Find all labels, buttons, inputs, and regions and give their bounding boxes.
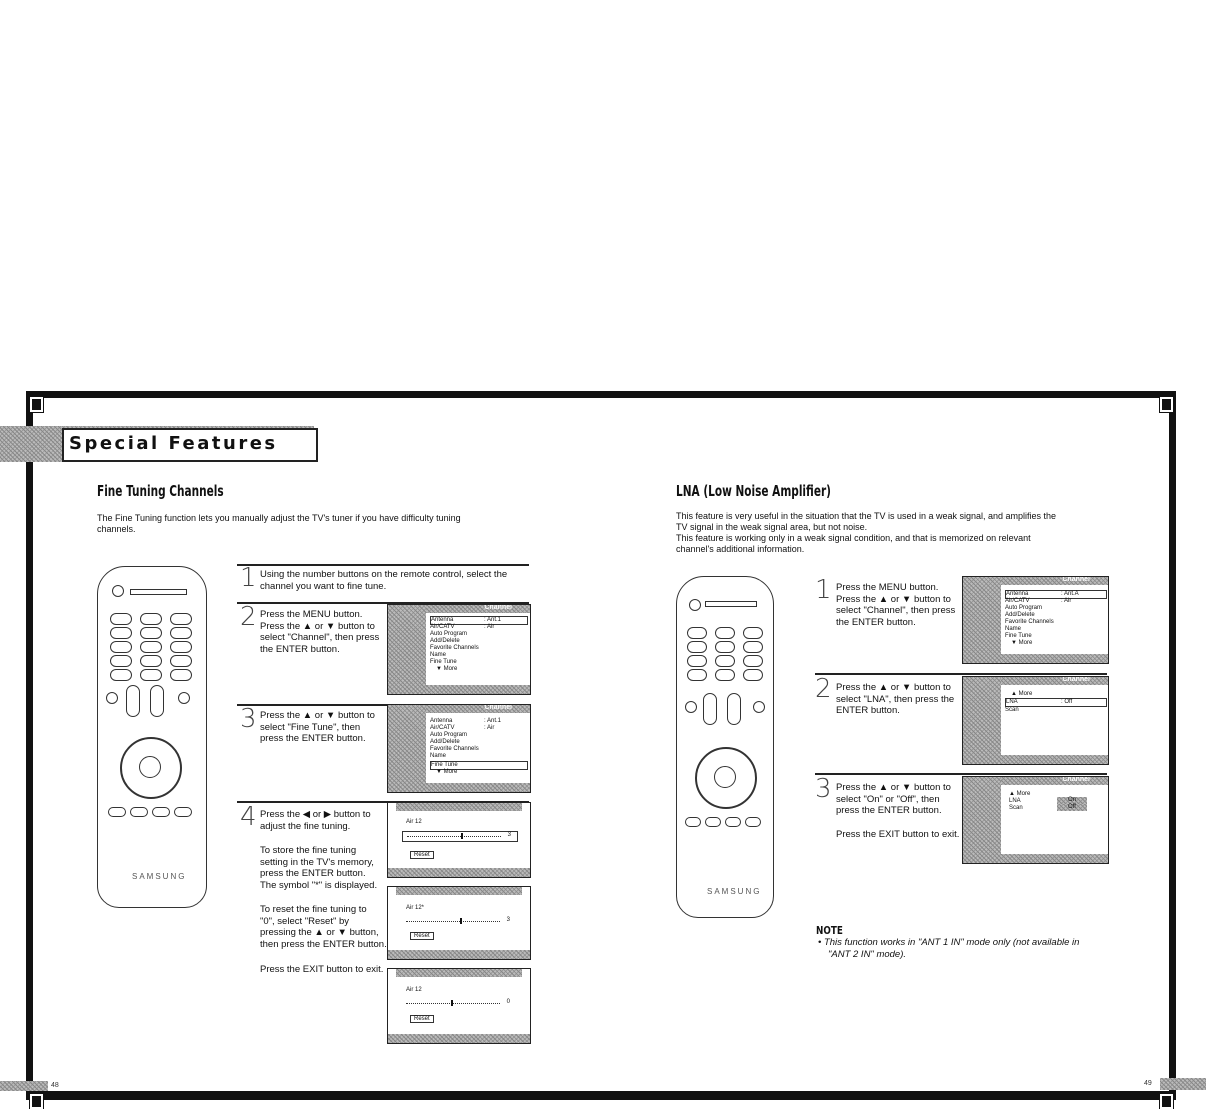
osd-menu-item-selected: Fine Tune	[430, 761, 528, 770]
intro-line: channel's additional information.	[676, 544, 805, 554]
step-line: Press the ▲ or ▼ button to	[836, 782, 951, 793]
osd-title-bar	[426, 605, 530, 613]
step-text	[836, 682, 964, 717]
corner-mark	[1160, 1094, 1173, 1109]
osd-menu-item: Fine Tune	[1005, 633, 1032, 639]
step-line: select "Fine Tune", then	[260, 721, 361, 733]
fine-tune-channel: Air 12*	[406, 905, 425, 911]
osd-menu-value: : Ant.1	[484, 718, 502, 724]
osd-lna-menu	[962, 676, 1109, 765]
osd-menu-item: Scan	[1005, 707, 1019, 713]
section-header	[62, 428, 318, 462]
osd-title-bar	[1001, 677, 1108, 685]
osd-menu-value: : Ant.A	[1061, 591, 1079, 597]
number-button	[170, 613, 192, 625]
osd-menu-item: Favorite Channels	[430, 746, 479, 752]
step-line: select "Channel", then press	[836, 605, 956, 616]
power-button-icon	[689, 599, 701, 611]
step-line: press the ENTER button.	[260, 733, 366, 744]
osd-channel-menu	[387, 604, 531, 695]
osd-footer-bar	[426, 685, 530, 694]
number-button	[743, 627, 763, 639]
number-button	[110, 613, 132, 625]
osd-title: Channel	[1062, 776, 1090, 783]
step-line: setting in the TV's memory,	[260, 856, 374, 868]
step-line: select "On" or "Off", then	[836, 793, 940, 805]
enter-button-icon	[714, 766, 736, 788]
osd-menu-item: Air/CATV	[430, 624, 455, 630]
osd-menu-item: Scan	[1009, 805, 1023, 811]
osd-title-bar	[1001, 777, 1108, 785]
fine-tune-track	[406, 1003, 500, 1005]
osd-footer-bar	[1001, 755, 1108, 764]
number-button	[687, 641, 707, 653]
step-number: 4	[240, 802, 257, 832]
fine-tune-channel: Air 12	[406, 819, 422, 825]
step-number: 2	[815, 674, 832, 704]
lna-heading: LNA (Low Noise Amplifier)	[676, 482, 831, 500]
number-button	[140, 613, 162, 625]
fine-tune-knob	[460, 918, 462, 924]
osd-footer-bar	[388, 868, 530, 877]
osd-menu-value: : Air	[484, 725, 495, 731]
osd-fine-tune	[387, 802, 531, 878]
function-button	[174, 807, 192, 817]
osd-menu-item: Add/Delete	[1005, 612, 1035, 618]
osd-menu-item: Auto Program	[1005, 605, 1043, 611]
mute-button-icon	[106, 692, 118, 704]
remote-brand-logo: SAMSUNG	[132, 872, 187, 881]
osd-sidebar	[963, 577, 1001, 663]
top-border	[26, 391, 1176, 398]
osd-menu-value: : Ant.1	[484, 617, 502, 623]
step-number: 1	[240, 563, 257, 593]
osd-footer-bar	[1001, 654, 1108, 663]
step-text	[836, 782, 964, 817]
page-number-left: 48	[51, 1082, 59, 1089]
number-button	[140, 655, 162, 667]
osd-title: Channel	[1062, 576, 1090, 583]
osd-menu-item: Auto Program	[430, 732, 468, 738]
step-text	[260, 809, 390, 832]
volume-button-icon	[126, 685, 140, 717]
step-divider	[237, 564, 529, 566]
osd-sidebar	[388, 605, 426, 694]
number-button	[743, 669, 763, 681]
osd-menu-item: ▼ More	[1011, 640, 1033, 646]
number-button	[170, 641, 192, 653]
corner-mark	[30, 397, 43, 412]
step-text	[260, 964, 390, 976]
number-button	[170, 669, 192, 681]
osd-title: Channel	[484, 704, 512, 711]
step-number: 3	[815, 774, 832, 804]
step-number: 1	[815, 575, 832, 605]
mute-button-icon	[685, 701, 697, 713]
step-text	[260, 710, 390, 745]
number-button	[743, 641, 763, 653]
number-button	[110, 655, 132, 667]
osd-menu-item: Name	[1005, 626, 1022, 632]
fine-tune-track	[407, 836, 501, 838]
fine-tune-slider	[402, 999, 516, 1008]
step-line: pressing the ▲ or ▼ button,	[260, 927, 379, 938]
number-button	[170, 627, 192, 639]
corner-mark	[30, 1094, 43, 1109]
osd-fine-tune	[387, 968, 531, 1044]
step-line: Press the ▲ or ▼ button to	[260, 710, 375, 721]
number-button	[140, 627, 162, 639]
number-button	[110, 669, 132, 681]
osd-menu-item: Name	[430, 753, 447, 759]
step-line: Press the MENU button.	[260, 609, 363, 620]
osd-menu-value: : Air	[484, 624, 495, 630]
source-buttons-strip	[705, 601, 757, 607]
step-line: Press the ◀ or ▶ button to	[260, 809, 371, 820]
osd-footer-bar	[388, 1034, 530, 1043]
osd-lna-options	[962, 776, 1109, 864]
osd-menu-item: Favorite Channels	[1005, 619, 1054, 625]
right-border	[1169, 391, 1176, 1100]
step-line: then press the ENTER button.	[260, 938, 387, 950]
osd-title-bar	[396, 887, 522, 895]
osd-menu-value: : Off	[1061, 699, 1073, 705]
step-line: Using the number buttons on the remote control, select the	[260, 569, 508, 580]
enter-button-icon	[139, 756, 161, 778]
fine-tune-channel: Air 12	[406, 987, 422, 993]
osd-menu-item: Add/Delete	[430, 739, 460, 745]
osd-fine-tune	[387, 886, 531, 960]
fine-tune-slider	[402, 831, 518, 842]
number-button	[110, 641, 132, 653]
step-text	[836, 829, 964, 841]
note-line: "ANT 2 IN" mode).	[828, 949, 907, 960]
osd-menu-item: ▲ More	[1011, 691, 1033, 697]
function-button	[152, 807, 170, 817]
step-line: Press the EXIT button to exit.	[836, 829, 960, 840]
function-button	[130, 807, 148, 817]
note-line: • This function works in "ANT 1 IN" mode only (not available in	[818, 937, 1080, 948]
number-button	[715, 641, 735, 653]
osd-menu-item: Antenna	[430, 718, 453, 724]
lna-option-on[interactable]: On	[1057, 797, 1087, 804]
reset-button[interactable]: Reset	[410, 1015, 434, 1023]
step-text	[260, 845, 390, 891]
number-button	[687, 627, 707, 639]
number-button	[140, 641, 162, 653]
osd-menu-value: : Air	[1061, 598, 1072, 604]
note-text	[818, 937, 1118, 961]
step-line: the ENTER button.	[836, 616, 916, 628]
number-button	[715, 655, 735, 667]
osd-sidebar	[963, 777, 1001, 863]
osd-menu-item: Name	[430, 652, 447, 658]
osd-title-bar	[396, 803, 522, 811]
osd-title: Channel	[1062, 676, 1090, 683]
fine-tune-value: 0	[506, 999, 510, 1005]
power-button-icon	[112, 585, 124, 597]
channel-button-icon	[150, 685, 164, 717]
step-text	[260, 569, 530, 592]
intro-line: TV signal in the weak signal area, but not noise.	[676, 522, 868, 532]
osd-menu-item: Favorite Channels	[430, 645, 479, 651]
fine-tuning-intro	[97, 513, 517, 535]
step-text	[260, 609, 390, 655]
step-line: To store the fine tuning	[260, 845, 357, 856]
lna-intro	[676, 511, 1146, 555]
osd-menu-item: Auto Program	[430, 631, 468, 637]
fine-tune-knob	[461, 833, 463, 839]
function-button	[685, 817, 701, 827]
number-button	[687, 669, 707, 681]
osd-channel-menu	[962, 576, 1109, 664]
reset-button[interactable]: Reset	[410, 932, 434, 940]
osd-menu-item-selected: LNA	[1005, 698, 1107, 707]
osd-sidebar	[388, 705, 426, 792]
step-line: the ENTER button.	[260, 643, 340, 655]
note-heading: NOTE	[816, 924, 843, 937]
left-border	[26, 391, 33, 1100]
step-number: 3	[240, 704, 257, 734]
fine-tune-value: 3	[507, 832, 511, 838]
osd-menu-item: ▼ More	[436, 666, 458, 672]
number-button	[715, 627, 735, 639]
fav-button-icon	[753, 701, 765, 713]
page-tab-left	[0, 1081, 48, 1091]
osd-menu-item: ▼ More	[436, 769, 458, 775]
osd-menu-item: Antenna	[430, 616, 528, 625]
step-line: ENTER button.	[836, 705, 900, 716]
remote-control-image	[97, 566, 207, 908]
osd-sidebar	[963, 677, 1001, 764]
volume-button-icon	[703, 693, 717, 725]
step-line: select "LNA", then press the	[836, 693, 955, 705]
function-button	[725, 817, 741, 827]
osd-menu-item: Antenna	[1005, 590, 1107, 599]
page-number-right: 49	[1144, 1080, 1152, 1087]
page-tab-right	[1160, 1078, 1206, 1090]
intro-line: channels.	[97, 524, 136, 534]
step-line: Press the ▲ or ▼ button to	[836, 593, 951, 605]
step-line: Press the ▲ or ▼ button to	[260, 620, 375, 632]
bottom-border	[26, 1091, 1176, 1100]
number-button	[170, 655, 192, 667]
source-buttons-strip	[130, 589, 187, 595]
step-line: The symbol "*" is displayed.	[260, 879, 378, 891]
step-line: adjust the fine tuning.	[260, 820, 351, 832]
intro-line: This feature is working only in a weak signal condition, and that is memorized on relevant	[676, 533, 1031, 543]
osd-menu-item: Air/CATV	[430, 725, 455, 731]
step-divider	[815, 773, 1107, 775]
step-text	[836, 582, 964, 628]
number-button	[715, 669, 735, 681]
osd-title-bar	[1001, 577, 1108, 585]
osd-footer-bar	[1001, 854, 1108, 863]
step-line: select "Channel", then press	[260, 632, 380, 643]
osd-menu-item: ▲ More	[1009, 791, 1031, 797]
step-line: Press the EXIT button to exit.	[260, 964, 384, 975]
number-button	[110, 627, 132, 639]
step-line: To reset the fine tuning to	[260, 904, 367, 915]
osd-channel-menu	[387, 704, 531, 793]
osd-menu-item: Fine Tune	[430, 659, 457, 665]
step-number: 2	[240, 602, 257, 632]
fine-tuning-heading: Fine Tuning Channels	[97, 482, 224, 500]
fine-tune-slider	[402, 917, 516, 926]
remote-brand-logo: SAMSUNG	[707, 887, 762, 896]
osd-title-bar	[396, 969, 522, 977]
osd-menu-item: LNA	[1009, 798, 1021, 804]
function-button	[705, 817, 721, 827]
lna-option-off[interactable]: Off	[1057, 804, 1087, 811]
osd-menu-item: Add/Delete	[430, 638, 460, 644]
number-button	[140, 669, 162, 681]
step-divider	[815, 673, 1107, 675]
section-title: Special Features	[69, 433, 278, 454]
fine-tune-value: 3	[506, 917, 510, 923]
osd-title: Channel	[484, 604, 512, 611]
osd-title-bar	[426, 705, 530, 713]
number-button	[687, 655, 707, 667]
function-button	[745, 817, 761, 827]
function-button	[108, 807, 126, 817]
osd-footer-bar	[426, 783, 530, 792]
corner-mark	[1160, 397, 1173, 412]
intro-line: The Fine Tuning function lets you manually adjust the TV's tuner if you have difficulty tuning	[97, 513, 461, 523]
fine-tune-knob	[451, 1000, 453, 1006]
fav-button-icon	[178, 692, 190, 704]
osd-footer-bar	[388, 950, 530, 959]
channel-button-icon	[727, 693, 741, 725]
step-line: press the ENTER button.	[836, 805, 942, 816]
fine-tune-track	[406, 921, 500, 923]
step-line: Press the ▲ or ▼ button to	[836, 682, 951, 693]
step-line: "0", select "Reset" by	[260, 915, 349, 927]
step-line: Press the MENU button.	[836, 582, 939, 593]
remote-control-image	[676, 576, 774, 918]
step-line: channel you want to fine tune.	[260, 580, 387, 592]
reset-button[interactable]: Reset	[410, 851, 434, 859]
number-button	[743, 655, 763, 667]
step-line: press the ENTER button.	[260, 868, 366, 879]
osd-menu-item: Air/CATV	[1005, 598, 1030, 604]
intro-line: This feature is very useful in the situation that the TV is used in a weak signal, and amplifies the	[676, 511, 1057, 521]
step-text	[260, 904, 390, 950]
